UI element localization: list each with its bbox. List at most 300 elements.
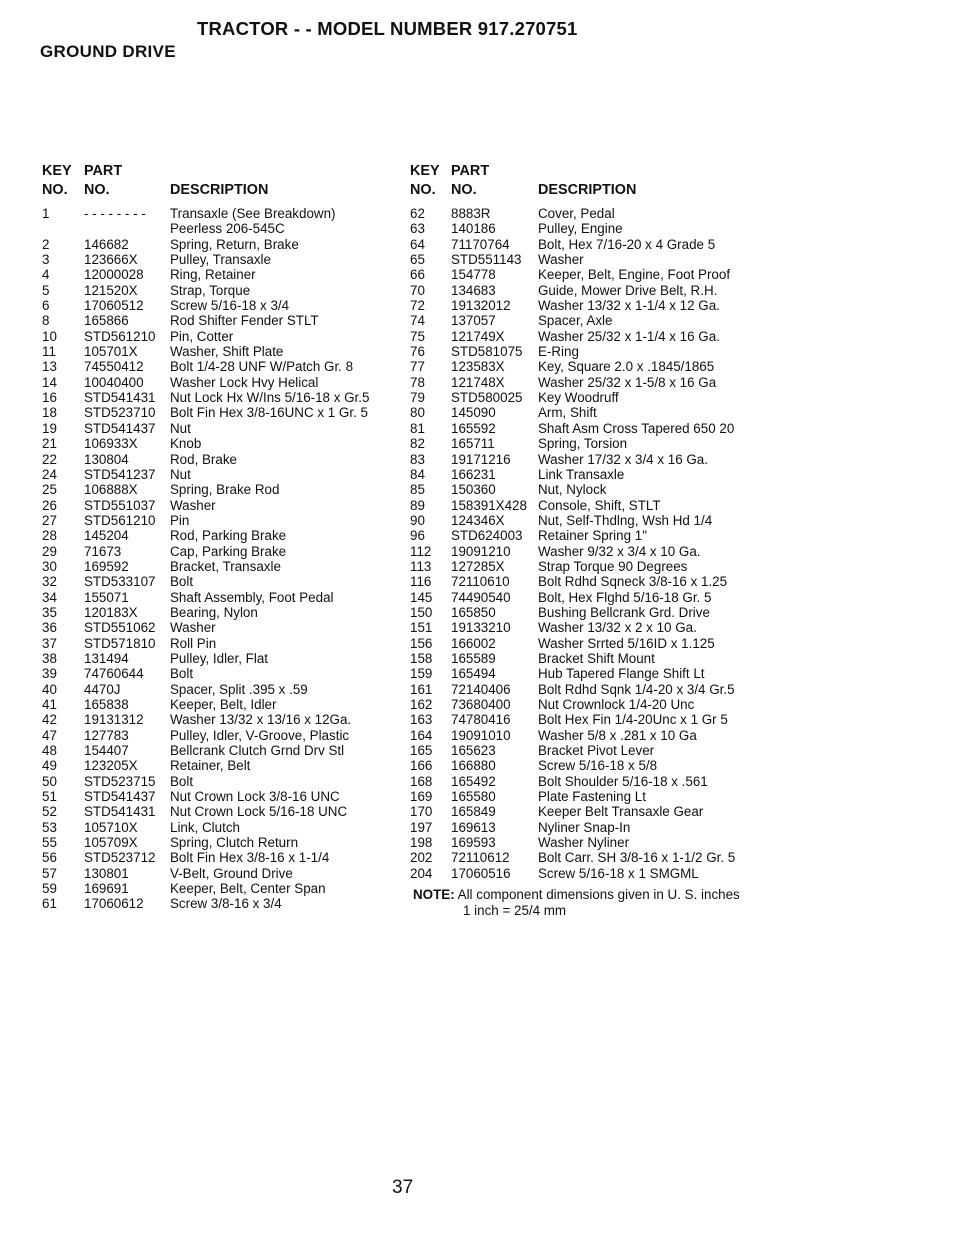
part-no: STD533107: [84, 574, 156, 590]
part-no: 4470J: [84, 681, 121, 697]
key-no: 28: [42, 528, 57, 544]
part-description: Bolt 1/4-28 UNF W/Patch Gr. 8: [170, 359, 354, 375]
table-row: [42, 666, 402, 681]
part-no: 106888X: [84, 482, 138, 498]
part-no: 134683: [451, 282, 496, 298]
part-no: 130801: [84, 865, 129, 881]
key-no: 5: [42, 282, 50, 298]
part-description: Washer 13/32 x 1-1/4 x 12 Ga.: [538, 298, 720, 314]
part-description: Cap, Parking Brake: [170, 543, 287, 559]
key-no: 151: [410, 620, 433, 636]
key-header-bottom: NO.: [42, 182, 68, 198]
part-description: Washer Nyliner: [538, 835, 630, 851]
part-description: Key, Square 2.0 x .1845/1865: [538, 359, 715, 375]
part-no: 17060512: [84, 298, 144, 314]
key-no: 2: [42, 236, 50, 252]
table-row: [410, 620, 800, 635]
part-description: Shaft Asm Cross Tapered 650 20: [538, 420, 735, 436]
part-no: 165494: [451, 666, 496, 682]
key-no: 70: [410, 282, 425, 298]
page-number: 37: [392, 1177, 414, 1198]
part-no: 166231: [451, 466, 496, 482]
part-no: 165849: [451, 804, 496, 820]
part-description: Nut, Nylock: [538, 482, 607, 498]
table-row: [42, 620, 402, 635]
key-no: 79: [410, 390, 425, 406]
part-description: Washer 25/32 x 1-5/8 x 16 Ga: [538, 374, 717, 390]
key-no: 150: [410, 604, 433, 620]
part-no: 19171216: [451, 451, 511, 467]
part-description: Nut: [170, 420, 191, 436]
part-no: STD541431: [84, 390, 156, 406]
part-description: Bolt Fin Hex 3/8-16UNC x 1 Gr. 5: [170, 405, 368, 421]
part-description: Spring, Torsion: [538, 436, 628, 452]
part-description: Bolt: [170, 773, 194, 789]
table-row: [42, 482, 402, 497]
table-row: [42, 743, 402, 758]
table-row: [42, 728, 402, 743]
part-description: Link, Clutch: [170, 819, 240, 835]
part-description: Spacer, Axle: [538, 313, 613, 329]
part-no: STD523715: [84, 773, 156, 789]
table-row: [410, 513, 800, 528]
part-no: STD523712: [84, 850, 156, 866]
part-description: Nut: [170, 466, 191, 482]
table-row: [410, 697, 800, 712]
table-row: [410, 728, 800, 743]
table-row: [42, 881, 402, 896]
table-row: [410, 528, 800, 543]
part-no: 19133210: [451, 620, 511, 636]
part-description: Keeper Belt Transaxle Gear: [538, 804, 704, 820]
part-description: Pulley, Idler, V-Groove, Plastic: [170, 727, 350, 743]
part-no: 155071: [84, 589, 129, 605]
table-row: [410, 789, 800, 804]
key-no: 16: [42, 390, 57, 406]
part-no: STD581075: [451, 344, 523, 360]
table-row: [42, 252, 402, 267]
part-no: 169613: [451, 819, 496, 835]
part-description: Nut Lock Hx W/Ins 5/16-18 x Gr.5: [170, 390, 370, 406]
key-no: 26: [42, 497, 57, 513]
part-description: Ring, Retainer: [170, 267, 256, 283]
part-no: 166002: [451, 635, 496, 651]
key-no: 27: [42, 512, 57, 528]
part-description: Bolt Carr. SH 3/8-16 x 1-1/2 Gr. 5: [538, 850, 736, 866]
key-no: 11: [42, 344, 56, 360]
part-description: Screw 5/16-18 x 3/4: [170, 298, 290, 314]
table-row: [42, 329, 402, 344]
part-no: 72110610: [451, 574, 510, 590]
key-no: 13: [42, 359, 57, 375]
table-row: [410, 329, 800, 344]
key-no: 165: [410, 743, 433, 759]
part-description: Shaft Assembly, Foot Pedal: [170, 589, 334, 605]
part-no: 130804: [84, 451, 129, 467]
part-description: Bolt Rdhd Sqnk 1/4-20 x 3/4 Gr.5: [538, 681, 735, 697]
table-row: [42, 313, 402, 328]
part-no: 165711: [451, 436, 495, 452]
part-description: Washer 17/32 x 3/4 x 16 Ga.: [538, 451, 708, 467]
part-no: 74550412: [84, 359, 144, 375]
part-no: 105710X: [84, 819, 138, 835]
part-description: Washer, Shift Plate: [170, 344, 284, 360]
part-no: 165592: [451, 420, 496, 436]
part-description: Screw 3/8-16 x 3/4: [170, 896, 282, 912]
part-description: Pin: [170, 512, 190, 528]
key-no: 52: [42, 804, 57, 820]
part-no: STD561210: [84, 328, 156, 344]
key-no: 161: [410, 681, 433, 697]
part-no: 137057: [451, 313, 496, 329]
part-no: STD541431: [84, 804, 156, 820]
key-no: 164: [410, 727, 433, 743]
key-no: 162: [410, 697, 433, 712]
key-no: 48: [42, 743, 57, 759]
table-row: [410, 774, 800, 789]
key-header-top: KEY: [410, 163, 440, 179]
table-row: [42, 544, 402, 559]
key-no: 35: [42, 604, 57, 620]
table-row: [410, 375, 800, 390]
table-row: [410, 344, 800, 359]
part-no: STD551062: [84, 620, 156, 636]
part-no: 8883R: [451, 206, 491, 221]
part-description: Bellcrank Clutch Grnd Drv Stl: [170, 743, 345, 759]
table-row: [410, 436, 800, 451]
part-no: 123205X: [84, 758, 138, 774]
part-no: 165492: [451, 773, 496, 789]
part-description: Nut Crown Lock 5/16-18 UNC: [170, 804, 348, 820]
table-row: [42, 498, 402, 513]
part-no: STD551143: [451, 252, 522, 268]
key-no: 56: [42, 850, 57, 866]
part-description: Bolt Fin Hex 3/8-16 x 1-1/4: [170, 850, 330, 866]
table-row: [42, 528, 402, 543]
key-no: 84: [410, 466, 425, 482]
part-no: 169691: [84, 881, 129, 897]
part-no: 72140406: [451, 681, 511, 697]
key-no: 18: [42, 405, 57, 421]
part-no: 19091010: [451, 727, 511, 743]
part-no: - - - - - - - -: [84, 206, 146, 221]
part-description: Keeper, Belt, Center Span: [170, 881, 326, 897]
table-row: [42, 298, 402, 313]
table-row: [42, 359, 402, 374]
note: [413, 887, 740, 919]
part-no: STD551037: [84, 497, 156, 513]
note-label: NOTE:: [413, 887, 455, 902]
key-no: 40: [42, 681, 57, 697]
part-description: Spring, Return, Brake: [170, 236, 299, 252]
table-row: [42, 467, 402, 482]
key-no: 53: [42, 819, 57, 835]
table-row: [410, 482, 800, 497]
part-description: Strap, Torque: [170, 282, 251, 298]
key-no: 72: [410, 298, 425, 314]
table-row: [410, 359, 800, 374]
part-description: E-Ring: [538, 344, 579, 360]
part-no: 120183X: [84, 604, 138, 620]
key-no: 74: [410, 313, 425, 329]
part-description: Bolt, Hex 7/16-20 x 4 Grade 5: [538, 236, 716, 252]
part-description: Bracket, Transaxle: [170, 558, 281, 574]
part-no: 123583X: [451, 359, 505, 375]
key-no: 6: [42, 298, 50, 314]
part-no: 165866: [84, 313, 129, 329]
part-no: 71170764: [451, 236, 510, 252]
table-header: [42, 163, 402, 206]
key-no: 204: [410, 865, 433, 881]
table-row: [410, 651, 800, 666]
key-no: 66: [410, 267, 425, 283]
part-description: Transaxle (See Breakdown): [170, 206, 336, 221]
part-description: Bolt: [170, 574, 194, 590]
key-no: 49: [42, 758, 57, 774]
part-no: 17060612: [84, 896, 144, 912]
table-row: [410, 804, 800, 819]
part-no: STD541237: [84, 466, 156, 482]
table-row: [42, 866, 402, 881]
part-description: V-Belt, Ground Drive: [170, 865, 293, 881]
part-no: 154778: [451, 267, 496, 283]
table-row: [410, 712, 800, 727]
table-row: [42, 712, 402, 727]
key-no: 113: [410, 558, 432, 574]
part-description: Rod, Brake: [170, 451, 237, 467]
table-row: [410, 452, 800, 467]
key-no: 37: [42, 635, 57, 651]
part-description: Pulley, Idler, Flat: [170, 650, 268, 666]
table-row: [410, 237, 800, 252]
part-description: Strap Torque 90 Degrees: [538, 558, 688, 574]
table-row: [410, 467, 800, 482]
part-no: 105709X: [84, 835, 138, 851]
table-row: [410, 390, 800, 405]
part-description: Retainer, Belt: [170, 758, 251, 774]
part-description: Rod Shifter Fender STLT: [170, 313, 319, 329]
parts-table-left: [42, 163, 402, 912]
part-description: Washer 13/32 x 2 x 10 Ga.: [538, 620, 697, 636]
key-no: 8: [42, 313, 50, 329]
key-no: 170: [410, 804, 433, 820]
part-description: Washer: [538, 252, 584, 268]
part-no: STD561210: [84, 512, 156, 528]
key-no: 1: [42, 206, 50, 221]
key-no: 62: [410, 206, 425, 221]
page-title: TRACTOR - - MODEL NUMBER 917.270751: [197, 18, 578, 39]
table-row: [410, 298, 800, 313]
section-title: GROUND DRIVE: [40, 42, 176, 61]
part-no: 105701X: [84, 344, 138, 360]
key-no: 112: [410, 543, 432, 559]
key-no: 57: [42, 865, 57, 881]
table-row: [410, 574, 800, 589]
key-no: 32: [42, 574, 57, 590]
table-row: [410, 206, 800, 221]
part-description: Nut, Self-Thdlng, Wsh Hd 1/4: [538, 512, 713, 528]
part-no: 158391X428: [451, 497, 527, 513]
part-no: 140186: [451, 221, 496, 237]
part-description: Pulley, Transaxle: [170, 252, 271, 268]
table-row: [42, 590, 402, 605]
table-row: [42, 206, 402, 221]
table-row: [42, 651, 402, 666]
table-row: [42, 850, 402, 865]
description-header: DESCRIPTION: [538, 182, 637, 198]
part-description: Washer 13/32 x 13/16 x 12Ga.: [170, 712, 352, 728]
table-row: [410, 605, 800, 620]
key-no: 42: [42, 712, 57, 728]
key-no: 4: [42, 267, 50, 283]
table-row: [410, 544, 800, 559]
key-no: 78: [410, 374, 425, 390]
table-row: [42, 283, 402, 298]
part-no: 121749X: [451, 328, 505, 344]
part-no: 121748X: [451, 374, 505, 390]
key-no: 202: [410, 850, 433, 866]
table-row: [410, 835, 800, 850]
key-no: 77: [410, 359, 425, 375]
table-row: [42, 835, 402, 850]
part-no: 145204: [84, 528, 129, 544]
key-no: 163: [410, 712, 433, 728]
key-no: 22: [42, 451, 57, 467]
table-header: [410, 163, 800, 206]
table-row: [410, 743, 800, 758]
part-header-bottom: NO.: [451, 182, 477, 198]
part-no: 145090: [451, 405, 496, 421]
table-row: [410, 252, 800, 267]
key-no: 55: [42, 835, 57, 851]
key-no: 30: [42, 558, 57, 574]
part-no: 154407: [84, 743, 129, 759]
part-description: Key Woodruff: [538, 390, 619, 406]
part-no: 169592: [84, 558, 129, 574]
table-row: [410, 636, 800, 651]
part-description: Plate Fastening Lt: [538, 789, 646, 805]
part-description: Washer Lock Hvy Helical: [170, 374, 319, 390]
key-no: 197: [410, 819, 433, 835]
table-row: [42, 513, 402, 528]
key-no: 198: [410, 835, 433, 851]
part-no: 150360: [451, 482, 496, 498]
key-no: 81: [410, 420, 425, 436]
part-description: Bolt Shoulder 5/16-18 x .561: [538, 773, 708, 789]
part-description: Hub Tapered Flange Shift Lt: [538, 666, 705, 682]
part-no: 106933X: [84, 436, 138, 452]
table-row: [42, 559, 402, 574]
part-description: Washer 25/32 x 1-1/4 x 16 Ga.: [538, 328, 720, 344]
table-row: [410, 758, 800, 773]
part-description: Cover, Pedal: [538, 206, 615, 221]
part-header-top: PART: [451, 163, 490, 179]
part-description: Screw 5/16-18 x 5/8: [538, 758, 658, 774]
table-row: [42, 421, 402, 436]
key-no: 64: [410, 236, 425, 252]
table-row: [42, 820, 402, 835]
part-no: 17060516: [451, 865, 511, 881]
table-row: [410, 498, 800, 513]
table-row: [42, 896, 402, 911]
table-row: [410, 866, 800, 881]
key-no: 38: [42, 650, 57, 666]
key-no: 166: [410, 758, 433, 774]
part-description: Nyliner Snap-In: [538, 819, 631, 835]
note-conversion: 1 inch = 25/4 mm: [463, 903, 567, 918]
key-no: 96: [410, 528, 425, 544]
key-no: 19: [42, 420, 57, 436]
part-no: 131494: [84, 650, 129, 666]
key-no: 156: [410, 635, 433, 651]
part-no: STD580025: [451, 390, 523, 406]
table-row: [410, 283, 800, 298]
table-row: [410, 820, 800, 835]
key-no: 47: [42, 727, 57, 743]
key-no: 25: [42, 482, 57, 498]
table-row: [42, 405, 402, 420]
part-header-bottom: NO.: [84, 182, 110, 198]
part-description: Bolt: [170, 666, 194, 682]
part-no: 146682: [84, 236, 129, 252]
part-description: Keeper, Belt, Idler: [170, 697, 277, 712]
key-no: 14: [42, 374, 57, 390]
key-no: 51: [42, 789, 57, 805]
table-row: [42, 758, 402, 773]
part-description: Bracket Pivot Lever: [538, 743, 655, 759]
part-description: Bushing Bellcrank Grd. Drive: [538, 604, 710, 620]
key-no: 36: [42, 620, 57, 636]
table-row: [410, 221, 800, 236]
table-row: [42, 697, 402, 712]
part-no: 166880: [451, 758, 496, 774]
part-no: 74760644: [84, 666, 144, 682]
part-no: STD541437: [84, 420, 156, 436]
part-no: 165838: [84, 697, 129, 712]
table-row: [410, 267, 800, 282]
part-no: 165589: [451, 650, 496, 666]
part-description: Console, Shift, STLT: [538, 497, 661, 513]
part-no: STD541437: [84, 789, 156, 805]
part-no: 12000028: [84, 267, 144, 283]
table-row: [42, 375, 402, 390]
table-row: [410, 850, 800, 865]
key-header-bottom: NO.: [410, 182, 436, 198]
part-no: 123666X: [84, 252, 138, 268]
key-no: 29: [42, 543, 57, 559]
part-description: Roll Pin: [170, 635, 217, 651]
part-no: 10040400: [84, 374, 144, 390]
key-no: 75: [410, 328, 425, 344]
table-row: [410, 313, 800, 328]
table-row: [410, 559, 800, 574]
part-no: 127285X: [451, 558, 505, 574]
part-description: Keeper, Belt, Engine, Foot Proof: [538, 267, 731, 283]
key-no: 145: [410, 589, 433, 605]
table-row: [42, 344, 402, 359]
key-no: 39: [42, 666, 57, 682]
key-no: 59: [42, 881, 57, 897]
part-no: 74490540: [451, 589, 511, 605]
parts-table-right: [410, 163, 800, 881]
table-body: [410, 206, 800, 881]
part-no: 74780416: [451, 712, 511, 728]
key-no: 41: [42, 697, 57, 712]
part-no: STD571810: [84, 635, 156, 651]
part-description: Washer: [170, 497, 216, 513]
key-no: 159: [410, 666, 433, 682]
table-row: [42, 774, 402, 789]
